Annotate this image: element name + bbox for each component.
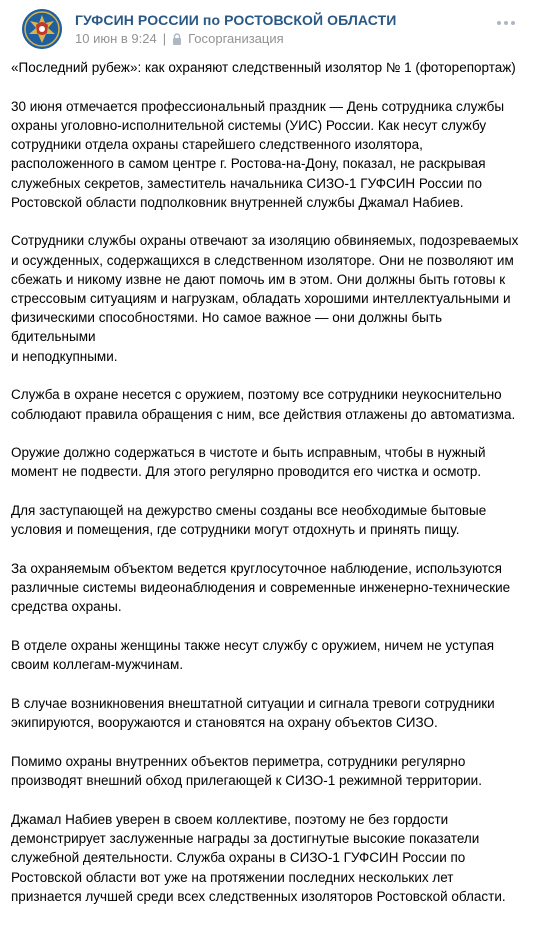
post-paragraph: 30 июня отмечается профессиональный праздник — День сотрудника службы охраны уголовно-исполнительной системы (УИС) России. Как несут службу сотрудники отдела охраны старейшего следственного изолятора, расположенного в самом центре г. Ростова-на-Дону, показал, не раскрывая служебных секретов, заместитель начальника СИЗО-1 ГУФСИН России по Ростовской области подполковник внутренней службы Джамал Набиев. — [11, 98, 505, 210]
more-dots-icon[interactable] — [497, 18, 517, 28]
post-paragraph: В случае возникновения внештатной ситуации и сигнала тревоги сотрудники экипируются, вооружаются и становятся на охрану объектов СИЗО. — [11, 696, 495, 731]
post-paragraph: Для заступающей на дежурство смены созданы все необходимые бытовые условия и помещения, где сотрудники могут отдохнуть и принять пищу. — [11, 503, 487, 538]
post-paragraph: Сотрудники службы охраны отвечают за изоляцию обвиняемых, подозреваемых и осужденных, содержащихся в следственном изоляторе. Они не позволяют им сбежать и никому извне не дают помочь им в этом. Они должны быть готовы к стрессовым ситуациям и нагрузкам, обладать хорошими интеллектуальными и физическими способностями. Но самое важное — они должны быть бдительными и неподкупными. — [11, 233, 519, 364]
post-paragraph: За охраняемым объектом ведется круглосуточное наблюдение, используются различные системы видеонаблюдения и современные инженерно-технические средства охраны. — [11, 561, 511, 615]
post-text — [11, 58, 526, 925]
lock-icon — [172, 33, 182, 45]
community-name[interactable]: ГУФСИН РОССИИ по РОСТОВСКОЙ ОБЛАСТИ — [75, 12, 397, 28]
community-avatar[interactable] — [22, 9, 62, 49]
emblem-icon — [22, 9, 62, 49]
post-meta — [75, 31, 284, 46]
org-type: Госорганизация — [188, 31, 284, 46]
post-paragraph: Джамал Набиев уверен в своем коллективе, поэтому не без гордости демонстрирует заслуженные награды за достигнутые высокие показатели служебной деятельности. Служба охраны в СИЗО-1 ГУФСИН России по Ростовской области вот уже на протяжении последних нескольких лет признается лучшей среди всех следственных изоляторов Ростовской области. — [11, 811, 506, 904]
post-header — [11, 0, 537, 56]
post-paragraph: Служба в охране несется с оружием, поэтому все сотрудники неукоснительно соблюдают правила обращения с ним, все действия отлажены до автоматизма. — [11, 387, 516, 422]
post-paragraph: В отделе охраны женщины также несут службу с оружием, ничем не уступая своим коллегам-мужчинам. — [11, 638, 495, 673]
dot — [504, 21, 508, 25]
meta-separator: | — [162, 31, 167, 46]
post-date[interactable]: 10 июн в 9:24 — [75, 31, 157, 46]
dot — [497, 21, 501, 25]
post-paragraph: Оружие должно содержаться в чистоте и быть исправным, чтобы в нужный момент не подвести. Для этого регулярно проводится его чистка и осмотр. — [11, 445, 486, 480]
post-paragraph: Помимо охраны внутренних объектов периметра, сотрудники регулярно производят внешний обход прилегающей к СИЗО-1 режимной территории. — [11, 753, 482, 789]
dot — [511, 21, 515, 25]
post-title: «Последний рубеж»: как охраняют следственный изолятор № 1 (фоторепортаж) — [11, 60, 516, 75]
